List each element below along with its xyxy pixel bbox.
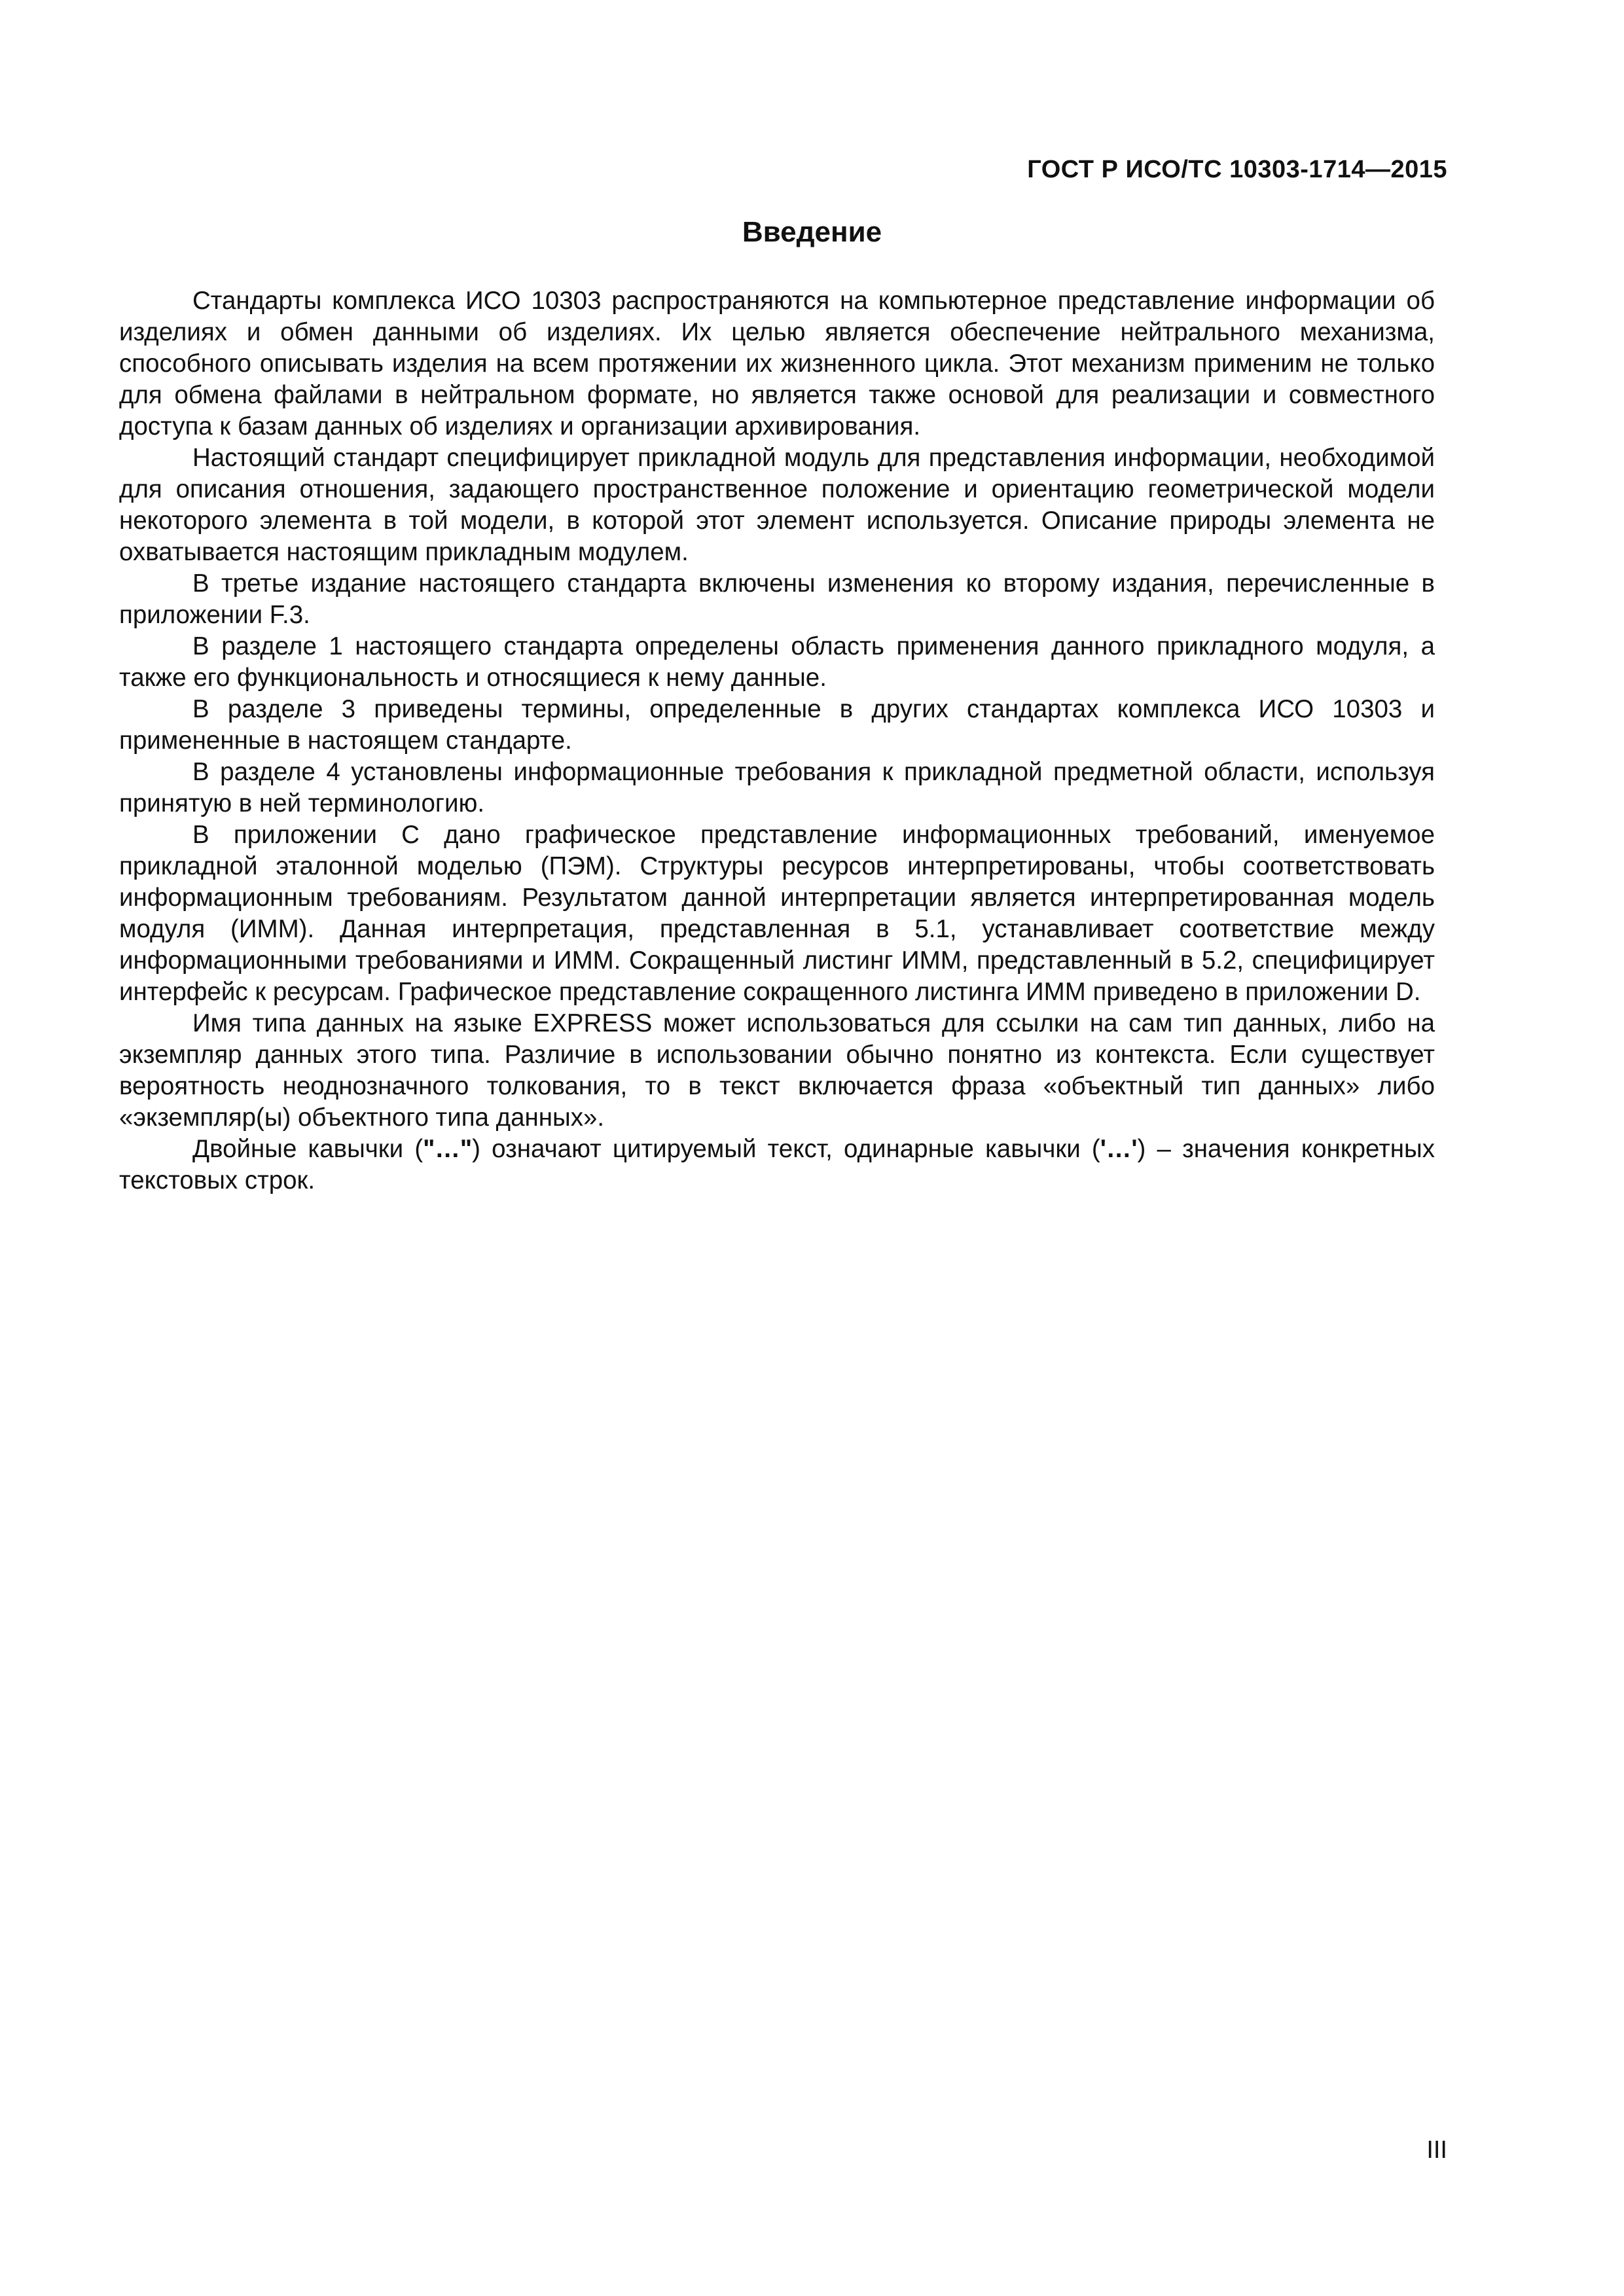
quotes-text-part3: ) – значения конкретных текстовых строк. (119, 1135, 1435, 1194)
page-title: Введение (742, 216, 882, 248)
page-number: III (1426, 2136, 1447, 2164)
introduction-body (119, 285, 1435, 1196)
paragraph: В разделе 1 настоящего стандарта определены область применения данного прикладного модуля, а также его функциональность и относящиеся к нему данные. (119, 632, 1435, 692)
paragraph: В разделе 4 установлены информационные требования к прикладной предметной области, используя принятую в ней терминологию. (119, 758, 1435, 817)
paragraph: В третье издание настоящего стандарта включены изменения ко второму издания, перечисленные в приложении F.3. (119, 569, 1435, 629)
quotes-paragraph (119, 1134, 1435, 1196)
quotes-text-part2: ) означают цитируемый текст, одинарные кавычки ( (472, 1135, 1100, 1163)
quotes-text-part1: Двойные кавычки ( (192, 1135, 424, 1163)
document-code: ГОСТ Р ИСО/ТС 10303-1714—2015 (1027, 156, 1447, 183)
paragraph: Имя типа данных на языке EXPRESS может использоваться для ссылки на сам тип данных, либо на экземпляр данных этого типа. Различие в использовании обычно понятно из контекста. Если существует вероятность неоднозначного толкования, то в текст включается фраза «объектный тип данных» либо «экземпляр(ы) объектного типа данных». (119, 1009, 1435, 1132)
paragraph: В разделе 3 приведены термины, определенные в других стандартах комплекса ИСО 10303 и примененные в настоящем стандарте. (119, 695, 1435, 755)
double-quotes-sample: "…" (423, 1135, 473, 1163)
paragraph: Настоящий стандарт специфицирует прикладной модуль для представления информации, необходимой для описания отношения, задающего пространственное положение и ориентацию геометрической модели некоторого элемента в той модели, в которой этот элемент используется. Описание природы элемента не охватывается настоящим прикладным модулем. (119, 444, 1435, 566)
single-quotes-sample: '…' (1100, 1135, 1138, 1163)
paragraph: В приложении С дано графическое представление информационных требований, именуемое прикладной эталонной моделью (ПЭМ). Структуры ресурсов интерпретированы, чтобы соответствовать информационным требованиям. Результатом данной интерпретации является интерпретированная модель модуля (ИММ). Данная интерпретация, представленная в 5.1, устанавливает соответствие между информационными требованиями и ИММ. Сокращенный листинг ИММ, представленный в 5.2, специфицирует интерфейс к ресурсам. Графическое представление сокращенного листинга ИММ приведено в приложении D. (119, 821, 1435, 1006)
paragraph: Стандарты комплекса ИСО 10303 распространяются на компьютерное представление информации об изделиях и обмен данными об изделиях. Их целью является обеспечение нейтрального механизма, способного описывать изделия на всем протяжении их жизненного цикла. Этот механизм применим не только для обмена файлами в нейтральном формате, но является также основой для реализации и совместного доступа к базам данных об изделиях и организации архивирования. (119, 287, 1435, 440)
